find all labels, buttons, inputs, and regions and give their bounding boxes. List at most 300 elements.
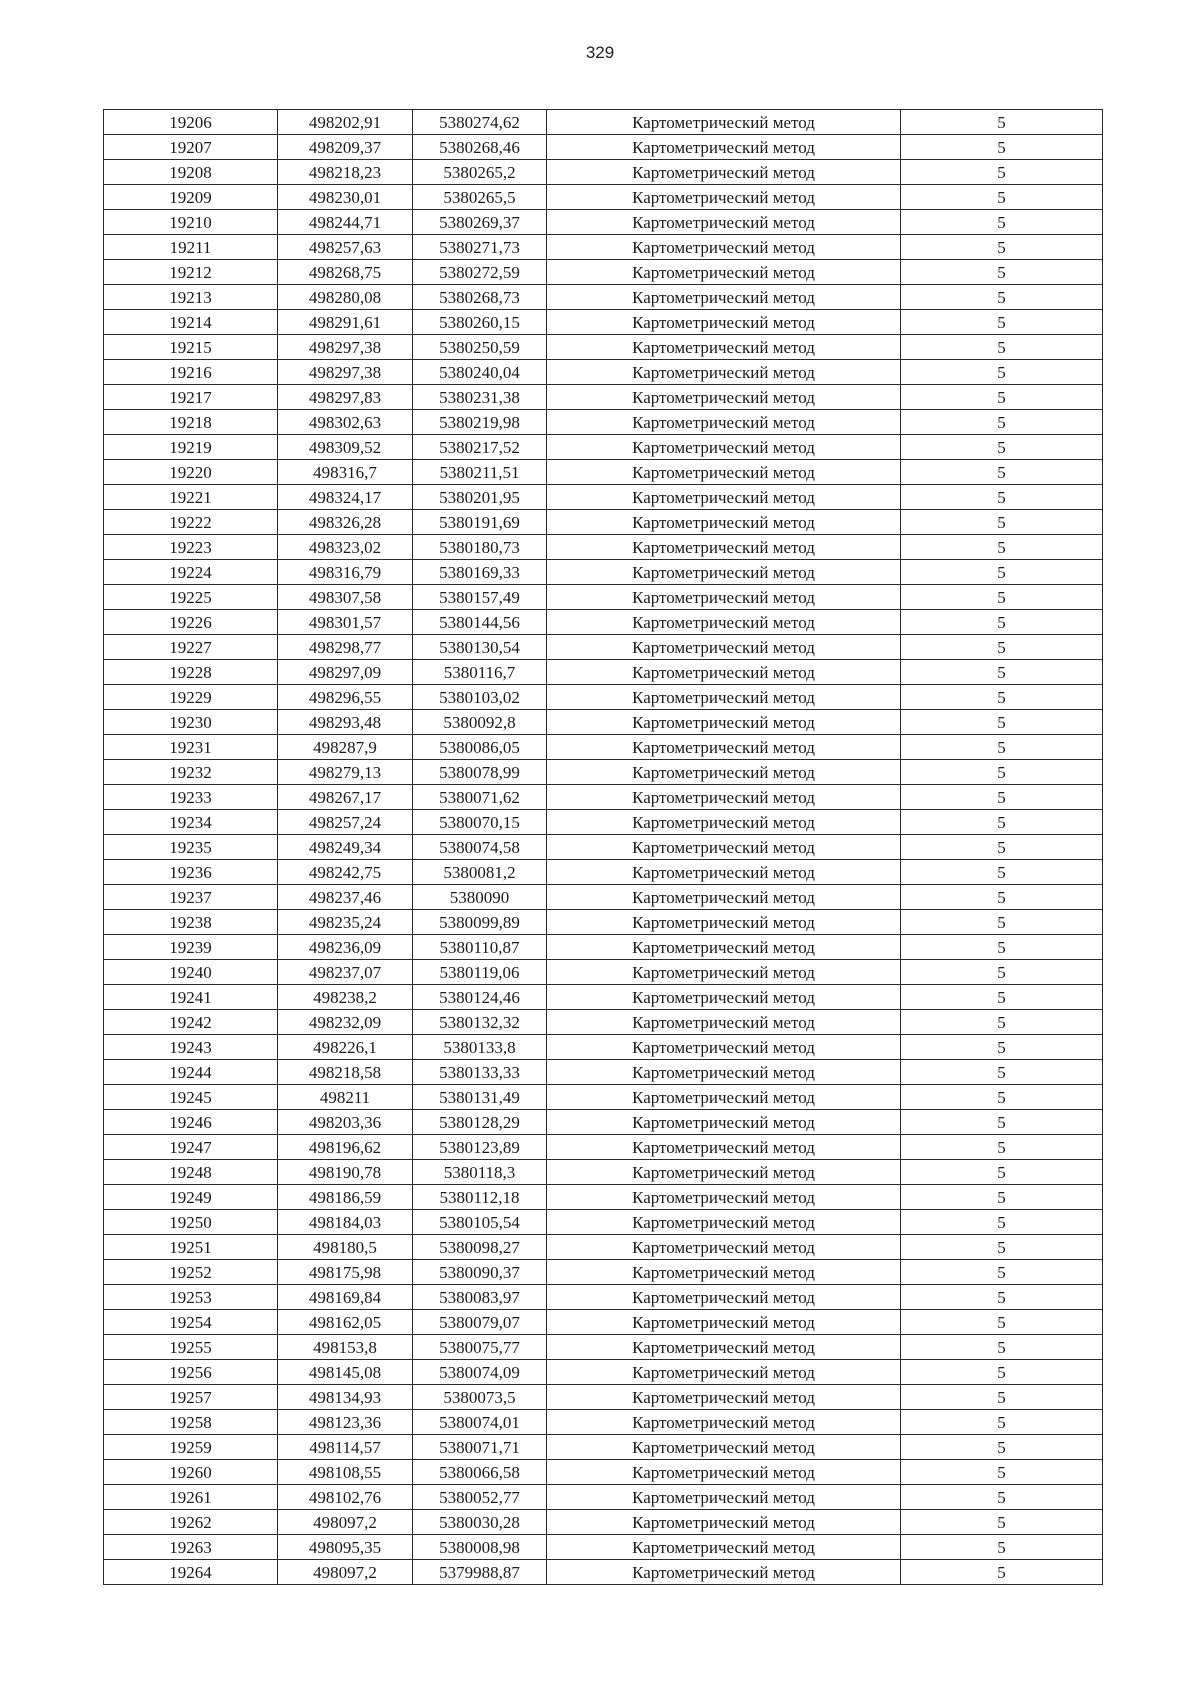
y-coordinate-cell: 5380272,59 xyxy=(413,260,547,285)
x-coordinate-cell: 498209,37 xyxy=(278,135,413,160)
point-number-cell: 19239 xyxy=(104,935,278,960)
x-coordinate-cell: 498324,17 xyxy=(278,485,413,510)
point-number-cell: 19215 xyxy=(104,335,278,360)
x-coordinate-cell: 498291,61 xyxy=(278,310,413,335)
accuracy-cell: 5 xyxy=(901,1110,1103,1135)
table-row xyxy=(104,760,1103,785)
accuracy-cell: 5 xyxy=(901,660,1103,685)
y-coordinate-cell: 5380052,77 xyxy=(413,1485,547,1510)
table-row xyxy=(104,810,1103,835)
accuracy-cell: 5 xyxy=(901,1160,1103,1185)
point-number-cell: 19255 xyxy=(104,1335,278,1360)
table-row xyxy=(104,1385,1103,1410)
method-cell: Картометрический метод xyxy=(547,1035,901,1060)
method-cell: Картометрический метод xyxy=(547,1560,901,1585)
point-number-cell: 19232 xyxy=(104,760,278,785)
table-row xyxy=(104,885,1103,910)
table-row xyxy=(104,1260,1103,1285)
table-row xyxy=(104,260,1103,285)
table-row xyxy=(104,1360,1103,1385)
table-row xyxy=(104,585,1103,610)
table-row xyxy=(104,1285,1103,1310)
table-row xyxy=(104,1210,1103,1235)
table-row xyxy=(104,460,1103,485)
accuracy-cell: 5 xyxy=(901,510,1103,535)
accuracy-cell: 5 xyxy=(901,460,1103,485)
accuracy-cell: 5 xyxy=(901,260,1103,285)
x-coordinate-cell: 498302,63 xyxy=(278,410,413,435)
point-number-cell: 19210 xyxy=(104,210,278,235)
x-coordinate-cell: 498186,59 xyxy=(278,1185,413,1210)
table-row xyxy=(104,1410,1103,1435)
y-coordinate-cell: 5380118,3 xyxy=(413,1160,547,1185)
method-cell: Картометрический метод xyxy=(547,1310,901,1335)
method-cell: Картометрический метод xyxy=(547,1235,901,1260)
method-cell: Картометрический метод xyxy=(547,835,901,860)
accuracy-cell: 5 xyxy=(901,285,1103,310)
x-coordinate-cell: 498162,05 xyxy=(278,1310,413,1335)
method-cell: Картометрический метод xyxy=(547,385,901,410)
point-number-cell: 19209 xyxy=(104,185,278,210)
table-row xyxy=(104,685,1103,710)
table-row xyxy=(104,1335,1103,1360)
y-coordinate-cell: 5380116,7 xyxy=(413,660,547,685)
x-coordinate-cell: 498316,7 xyxy=(278,460,413,485)
y-coordinate-cell: 5380211,51 xyxy=(413,460,547,485)
accuracy-cell: 5 xyxy=(901,1185,1103,1210)
x-coordinate-cell: 498257,63 xyxy=(278,235,413,260)
y-coordinate-cell: 5380008,98 xyxy=(413,1535,547,1560)
accuracy-cell: 5 xyxy=(901,235,1103,260)
x-coordinate-cell: 498244,71 xyxy=(278,210,413,235)
accuracy-cell: 5 xyxy=(901,1335,1103,1360)
method-cell: Картометрический метод xyxy=(547,160,901,185)
method-cell: Картометрический метод xyxy=(547,1435,901,1460)
x-coordinate-cell: 498102,76 xyxy=(278,1485,413,1510)
method-cell: Картометрический метод xyxy=(547,260,901,285)
x-coordinate-cell: 498169,84 xyxy=(278,1285,413,1310)
x-coordinate-cell: 498203,36 xyxy=(278,1110,413,1135)
table-row xyxy=(104,1485,1103,1510)
table-row xyxy=(104,185,1103,210)
x-coordinate-cell: 498296,55 xyxy=(278,685,413,710)
point-number-cell: 19238 xyxy=(104,910,278,935)
method-cell: Картометрический метод xyxy=(547,235,901,260)
y-coordinate-cell: 5380124,46 xyxy=(413,985,547,1010)
table-row xyxy=(104,335,1103,360)
method-cell: Картометрический метод xyxy=(547,1185,901,1210)
accuracy-cell: 5 xyxy=(901,810,1103,835)
point-number-cell: 19214 xyxy=(104,310,278,335)
accuracy-cell: 5 xyxy=(901,635,1103,660)
x-coordinate-cell: 498097,2 xyxy=(278,1510,413,1535)
x-coordinate-cell: 498309,52 xyxy=(278,435,413,460)
table-row xyxy=(104,560,1103,585)
point-number-cell: 19244 xyxy=(104,1060,278,1085)
y-coordinate-cell: 5380201,95 xyxy=(413,485,547,510)
x-coordinate-cell: 498297,38 xyxy=(278,360,413,385)
point-number-cell: 19251 xyxy=(104,1235,278,1260)
accuracy-cell: 5 xyxy=(901,410,1103,435)
table-row xyxy=(104,1460,1103,1485)
x-coordinate-cell: 498232,09 xyxy=(278,1010,413,1035)
table-row xyxy=(104,1435,1103,1460)
table-row xyxy=(104,535,1103,560)
y-coordinate-cell: 5380086,05 xyxy=(413,735,547,760)
y-coordinate-cell: 5380132,32 xyxy=(413,1010,547,1035)
y-coordinate-cell: 5380083,97 xyxy=(413,1285,547,1310)
x-coordinate-cell: 498134,93 xyxy=(278,1385,413,1410)
method-cell: Картометрический метод xyxy=(547,660,901,685)
table-row xyxy=(104,860,1103,885)
table-row xyxy=(104,285,1103,310)
point-number-cell: 19257 xyxy=(104,1385,278,1410)
point-number-cell: 19247 xyxy=(104,1135,278,1160)
method-cell: Картометрический метод xyxy=(547,1060,901,1085)
method-cell: Картометрический метод xyxy=(547,560,901,585)
method-cell: Картометрический метод xyxy=(547,535,901,560)
accuracy-cell: 5 xyxy=(901,585,1103,610)
table-row xyxy=(104,360,1103,385)
y-coordinate-cell: 5380090 xyxy=(413,885,547,910)
point-number-cell: 19237 xyxy=(104,885,278,910)
method-cell: Картометрический метод xyxy=(547,985,901,1010)
y-coordinate-cell: 5380144,56 xyxy=(413,610,547,635)
accuracy-cell: 5 xyxy=(901,160,1103,185)
accuracy-cell: 5 xyxy=(901,1510,1103,1535)
method-cell: Картометрический метод xyxy=(547,1135,901,1160)
x-coordinate-cell: 498184,03 xyxy=(278,1210,413,1235)
x-coordinate-cell: 498242,75 xyxy=(278,860,413,885)
accuracy-cell: 5 xyxy=(901,985,1103,1010)
table-row xyxy=(104,985,1103,1010)
method-cell: Картометрический метод xyxy=(547,335,901,360)
x-coordinate-cell: 498218,23 xyxy=(278,160,413,185)
point-number-cell: 19225 xyxy=(104,585,278,610)
coordinates-table-body xyxy=(104,110,1103,1585)
y-coordinate-cell: 5380119,06 xyxy=(413,960,547,985)
point-number-cell: 19223 xyxy=(104,535,278,560)
y-coordinate-cell: 5380074,01 xyxy=(413,1410,547,1435)
x-coordinate-cell: 498297,83 xyxy=(278,385,413,410)
point-number-cell: 19212 xyxy=(104,260,278,285)
x-coordinate-cell: 498211 xyxy=(278,1085,413,1110)
method-cell: Картометрический метод xyxy=(547,1285,901,1310)
accuracy-cell: 5 xyxy=(901,860,1103,885)
method-cell: Картометрический метод xyxy=(547,1210,901,1235)
y-coordinate-cell: 5380265,5 xyxy=(413,185,547,210)
point-number-cell: 19218 xyxy=(104,410,278,435)
table-row xyxy=(104,1235,1103,1260)
point-number-cell: 19220 xyxy=(104,460,278,485)
table-row xyxy=(104,1135,1103,1160)
table-row xyxy=(104,385,1103,410)
method-cell: Картометрический метод xyxy=(547,210,901,235)
method-cell: Картометрический метод xyxy=(547,510,901,535)
point-number-cell: 19249 xyxy=(104,1185,278,1210)
method-cell: Картометрический метод xyxy=(547,1460,901,1485)
table-row xyxy=(104,310,1103,335)
table-row xyxy=(104,135,1103,160)
table-row xyxy=(104,1035,1103,1060)
x-coordinate-cell: 498287,9 xyxy=(278,735,413,760)
point-number-cell: 19234 xyxy=(104,810,278,835)
accuracy-cell: 5 xyxy=(901,310,1103,335)
coordinates-table xyxy=(103,109,1103,1585)
y-coordinate-cell: 5380074,09 xyxy=(413,1360,547,1385)
accuracy-cell: 5 xyxy=(901,835,1103,860)
method-cell: Картометрический метод xyxy=(547,860,901,885)
x-coordinate-cell: 498218,58 xyxy=(278,1060,413,1085)
x-coordinate-cell: 498279,13 xyxy=(278,760,413,785)
method-cell: Картометрический метод xyxy=(547,1385,901,1410)
accuracy-cell: 5 xyxy=(901,1310,1103,1335)
table-row xyxy=(104,660,1103,685)
accuracy-cell: 5 xyxy=(901,1285,1103,1310)
method-cell: Картометрический метод xyxy=(547,610,901,635)
accuracy-cell: 5 xyxy=(901,360,1103,385)
table-row xyxy=(104,1010,1103,1035)
y-coordinate-cell: 5380105,54 xyxy=(413,1210,547,1235)
x-coordinate-cell: 498326,28 xyxy=(278,510,413,535)
y-coordinate-cell: 5380130,54 xyxy=(413,635,547,660)
y-coordinate-cell: 5380123,89 xyxy=(413,1135,547,1160)
method-cell: Картометрический метод xyxy=(547,935,901,960)
x-coordinate-cell: 498280,08 xyxy=(278,285,413,310)
y-coordinate-cell: 5380081,2 xyxy=(413,860,547,885)
accuracy-cell: 5 xyxy=(901,1535,1103,1560)
table-row xyxy=(104,1085,1103,1110)
accuracy-cell: 5 xyxy=(901,435,1103,460)
accuracy-cell: 5 xyxy=(901,1060,1103,1085)
table-row xyxy=(104,485,1103,510)
x-coordinate-cell: 498108,55 xyxy=(278,1460,413,1485)
point-number-cell: 19230 xyxy=(104,710,278,735)
x-coordinate-cell: 498230,01 xyxy=(278,185,413,210)
method-cell: Картометрический метод xyxy=(547,1260,901,1285)
x-coordinate-cell: 498114,57 xyxy=(278,1435,413,1460)
method-cell: Картометрический метод xyxy=(547,1085,901,1110)
point-number-cell: 19211 xyxy=(104,235,278,260)
y-coordinate-cell: 5380074,58 xyxy=(413,835,547,860)
point-number-cell: 19221 xyxy=(104,485,278,510)
accuracy-cell: 5 xyxy=(901,1010,1103,1035)
method-cell: Картометрический метод xyxy=(547,1360,901,1385)
method-cell: Картометрический метод xyxy=(547,885,901,910)
y-coordinate-cell: 5380128,29 xyxy=(413,1110,547,1135)
table-row xyxy=(104,1535,1103,1560)
y-coordinate-cell: 5380103,02 xyxy=(413,685,547,710)
method-cell: Картометрический метод xyxy=(547,1410,901,1435)
point-number-cell: 19240 xyxy=(104,960,278,985)
point-number-cell: 19245 xyxy=(104,1085,278,1110)
table-row xyxy=(104,1060,1103,1085)
method-cell: Картометрический метод xyxy=(547,635,901,660)
method-cell: Картометрический метод xyxy=(547,1535,901,1560)
y-coordinate-cell: 5380268,46 xyxy=(413,135,547,160)
x-coordinate-cell: 498237,46 xyxy=(278,885,413,910)
table-row xyxy=(104,1160,1103,1185)
x-coordinate-cell: 498180,5 xyxy=(278,1235,413,1260)
accuracy-cell: 5 xyxy=(901,185,1103,210)
x-coordinate-cell: 498097,2 xyxy=(278,1560,413,1585)
y-coordinate-cell: 5380070,15 xyxy=(413,810,547,835)
y-coordinate-cell: 5380078,99 xyxy=(413,760,547,785)
method-cell: Картометрический метод xyxy=(547,110,901,135)
x-coordinate-cell: 498297,09 xyxy=(278,660,413,685)
x-coordinate-cell: 498301,57 xyxy=(278,610,413,635)
table-row xyxy=(104,960,1103,985)
x-coordinate-cell: 498145,08 xyxy=(278,1360,413,1385)
method-cell: Картометрический метод xyxy=(547,310,901,335)
method-cell: Картометрический метод xyxy=(547,760,901,785)
method-cell: Картометрический метод xyxy=(547,685,901,710)
point-number-cell: 19217 xyxy=(104,385,278,410)
y-coordinate-cell: 5380219,98 xyxy=(413,410,547,435)
y-coordinate-cell: 5380071,62 xyxy=(413,785,547,810)
y-coordinate-cell: 5380098,27 xyxy=(413,1235,547,1260)
table-row xyxy=(104,410,1103,435)
table-row xyxy=(104,210,1103,235)
point-number-cell: 19263 xyxy=(104,1535,278,1560)
point-number-cell: 19233 xyxy=(104,785,278,810)
accuracy-cell: 5 xyxy=(901,210,1103,235)
x-coordinate-cell: 498267,17 xyxy=(278,785,413,810)
table-row xyxy=(104,785,1103,810)
y-coordinate-cell: 5380110,87 xyxy=(413,935,547,960)
method-cell: Картометрический метод xyxy=(547,285,901,310)
point-number-cell: 19235 xyxy=(104,835,278,860)
y-coordinate-cell: 5380274,62 xyxy=(413,110,547,135)
accuracy-cell: 5 xyxy=(901,1385,1103,1410)
x-coordinate-cell: 498153,8 xyxy=(278,1335,413,1360)
y-coordinate-cell: 5380090,37 xyxy=(413,1260,547,1285)
accuracy-cell: 5 xyxy=(901,1135,1103,1160)
accuracy-cell: 5 xyxy=(901,385,1103,410)
accuracy-cell: 5 xyxy=(901,1035,1103,1060)
x-coordinate-cell: 498257,24 xyxy=(278,810,413,835)
accuracy-cell: 5 xyxy=(901,685,1103,710)
y-coordinate-cell: 5380240,04 xyxy=(413,360,547,385)
y-coordinate-cell: 5380133,33 xyxy=(413,1060,547,1085)
y-coordinate-cell: 5380231,38 xyxy=(413,385,547,410)
accuracy-cell: 5 xyxy=(901,1435,1103,1460)
table-row xyxy=(104,1185,1103,1210)
method-cell: Картометрический метод xyxy=(547,1110,901,1135)
y-coordinate-cell: 5380269,37 xyxy=(413,210,547,235)
method-cell: Картометрический метод xyxy=(547,485,901,510)
method-cell: Картометрический метод xyxy=(547,735,901,760)
y-coordinate-cell: 5380071,71 xyxy=(413,1435,547,1460)
accuracy-cell: 5 xyxy=(901,135,1103,160)
y-coordinate-cell: 5380217,52 xyxy=(413,435,547,460)
point-number-cell: 19229 xyxy=(104,685,278,710)
table-row xyxy=(104,435,1103,460)
x-coordinate-cell: 498297,38 xyxy=(278,335,413,360)
accuracy-cell: 5 xyxy=(901,960,1103,985)
accuracy-cell: 5 xyxy=(901,1210,1103,1235)
point-number-cell: 19260 xyxy=(104,1460,278,1485)
method-cell: Картометрический метод xyxy=(547,1485,901,1510)
method-cell: Картометрический метод xyxy=(547,360,901,385)
y-coordinate-cell: 5380030,28 xyxy=(413,1510,547,1535)
x-coordinate-cell: 498307,58 xyxy=(278,585,413,610)
table-row xyxy=(104,835,1103,860)
y-coordinate-cell: 5380075,77 xyxy=(413,1335,547,1360)
accuracy-cell: 5 xyxy=(901,910,1103,935)
method-cell: Картометрический метод xyxy=(547,910,901,935)
x-coordinate-cell: 498175,98 xyxy=(278,1260,413,1285)
table-row xyxy=(104,735,1103,760)
x-coordinate-cell: 498316,79 xyxy=(278,560,413,585)
table-row xyxy=(104,635,1103,660)
y-coordinate-cell: 5380191,69 xyxy=(413,510,547,535)
point-number-cell: 19236 xyxy=(104,860,278,885)
table-row xyxy=(104,1510,1103,1535)
x-coordinate-cell: 498293,48 xyxy=(278,710,413,735)
point-number-cell: 19262 xyxy=(104,1510,278,1535)
y-coordinate-cell: 5380066,58 xyxy=(413,1460,547,1485)
accuracy-cell: 5 xyxy=(901,1085,1103,1110)
y-coordinate-cell: 5380092,8 xyxy=(413,710,547,735)
method-cell: Картометрический метод xyxy=(547,585,901,610)
y-coordinate-cell: 5380073,5 xyxy=(413,1385,547,1410)
accuracy-cell: 5 xyxy=(901,1235,1103,1260)
point-number-cell: 19228 xyxy=(104,660,278,685)
x-coordinate-cell: 498298,77 xyxy=(278,635,413,660)
point-number-cell: 19258 xyxy=(104,1410,278,1435)
y-coordinate-cell: 5380079,07 xyxy=(413,1310,547,1335)
point-number-cell: 19219 xyxy=(104,435,278,460)
point-number-cell: 19261 xyxy=(104,1485,278,1510)
method-cell: Картометрический метод xyxy=(547,785,901,810)
method-cell: Картометрический метод xyxy=(547,710,901,735)
y-coordinate-cell: 5380157,49 xyxy=(413,585,547,610)
method-cell: Картометрический метод xyxy=(547,135,901,160)
y-coordinate-cell: 5380268,73 xyxy=(413,285,547,310)
x-coordinate-cell: 498249,34 xyxy=(278,835,413,860)
accuracy-cell: 5 xyxy=(901,1360,1103,1385)
accuracy-cell: 5 xyxy=(901,110,1103,135)
point-number-cell: 19250 xyxy=(104,1210,278,1235)
table-row xyxy=(104,910,1103,935)
x-coordinate-cell: 498236,09 xyxy=(278,935,413,960)
point-number-cell: 19231 xyxy=(104,735,278,760)
accuracy-cell: 5 xyxy=(901,785,1103,810)
point-number-cell: 19213 xyxy=(104,285,278,310)
x-coordinate-cell: 498268,75 xyxy=(278,260,413,285)
point-number-cell: 19253 xyxy=(104,1285,278,1310)
table-row xyxy=(104,235,1103,260)
accuracy-cell: 5 xyxy=(901,610,1103,635)
x-coordinate-cell: 498095,35 xyxy=(278,1535,413,1560)
y-coordinate-cell: 5380250,59 xyxy=(413,335,547,360)
accuracy-cell: 5 xyxy=(901,1260,1103,1285)
accuracy-cell: 5 xyxy=(901,710,1103,735)
accuracy-cell: 5 xyxy=(901,935,1103,960)
method-cell: Картометрический метод xyxy=(547,1335,901,1360)
page-number: 329 xyxy=(585,43,615,62)
method-cell: Картометрический метод xyxy=(547,410,901,435)
table-row xyxy=(104,610,1103,635)
table-row xyxy=(104,160,1103,185)
y-coordinate-cell: 5380099,89 xyxy=(413,910,547,935)
point-number-cell: 19208 xyxy=(104,160,278,185)
accuracy-cell: 5 xyxy=(901,885,1103,910)
y-coordinate-cell: 5380260,15 xyxy=(413,310,547,335)
method-cell: Картометрический метод xyxy=(547,1160,901,1185)
point-number-cell: 19259 xyxy=(104,1435,278,1460)
